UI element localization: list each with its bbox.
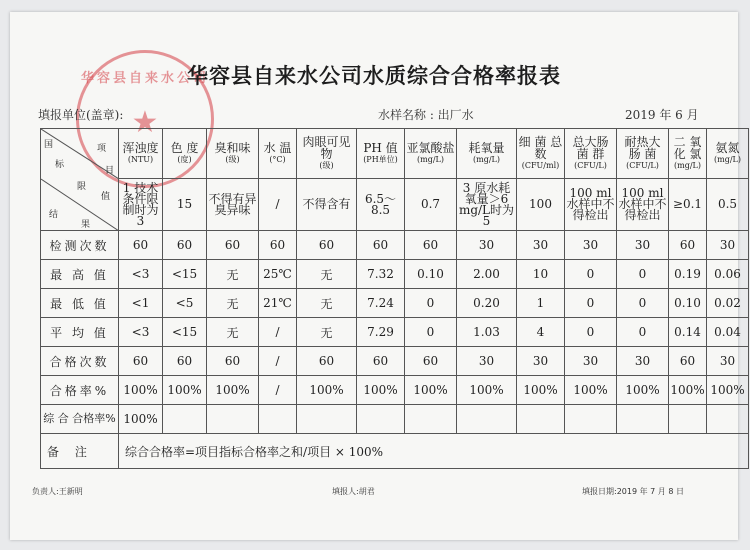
table-cell: 30: [517, 231, 565, 260]
table-cell: 60: [669, 347, 707, 376]
table-cell: 1: [517, 289, 565, 318]
table-cell: 10: [517, 260, 565, 289]
column-unit: (CFU/ml): [521, 160, 560, 170]
empty-cell: [163, 405, 207, 434]
column-unit: (mg/L): [674, 160, 701, 170]
column-unit: (PH单位): [363, 154, 398, 164]
table-row: [41, 231, 749, 260]
column-unit: (mg/L): [473, 154, 500, 164]
table-cell: 60: [297, 231, 357, 260]
table-cell: 60: [297, 347, 357, 376]
reporting-unit: 填报单位(盖章):: [38, 108, 124, 122]
header-row: [41, 129, 749, 179]
column-name: 氨氮: [715, 140, 740, 155]
table-cell: 100%: [119, 376, 163, 405]
table-cell: 0: [617, 289, 669, 318]
table-cell: 0: [405, 318, 457, 347]
table-cell: 7.32: [357, 260, 405, 289]
column-unit: (°C): [269, 154, 286, 164]
table-cell: 0: [405, 289, 457, 318]
corner-label: 限: [77, 182, 87, 192]
column-name: 耗氧量: [468, 140, 505, 155]
table-cell: 60: [357, 231, 405, 260]
table-cell: <1: [119, 289, 163, 318]
table-cell: 0.04: [707, 318, 749, 347]
column-unit: (CFU/L): [626, 160, 659, 170]
table-cell: 0.10: [405, 260, 457, 289]
table-cell: 0.10: [669, 289, 707, 318]
table-cell: 0: [565, 289, 617, 318]
table-cell: 0.20: [457, 289, 517, 318]
column-name: 臭和味: [214, 140, 251, 155]
column-header: [357, 129, 405, 179]
standard-cell: 0.5: [707, 179, 749, 231]
row-label: 最 低 值: [41, 289, 119, 318]
standard-cell: 0.7: [405, 179, 457, 231]
remark-row: [41, 434, 749, 469]
column-unit: (mg/L): [417, 154, 444, 164]
table-cell: 60: [163, 347, 207, 376]
column-name: 二 氧 化 氯: [673, 134, 702, 161]
table-cell: 100%: [707, 376, 749, 405]
column-header: [707, 129, 749, 179]
table-cell: 2.00: [457, 260, 517, 289]
standard-cell: 1 技术条件限制时为 3: [119, 179, 163, 231]
table-cell: 0.06: [707, 260, 749, 289]
column-name: 肉眼可见物: [302, 134, 351, 161]
table-cell: 30: [617, 347, 669, 376]
column-name: 总大肠 菌 群: [572, 134, 609, 161]
table-cell: 60: [357, 347, 405, 376]
filler-person: 填报人:胡君: [332, 487, 375, 496]
table-cell: 100%: [517, 376, 565, 405]
column-unit: (mg/L): [714, 154, 741, 164]
column-name: 水 温: [263, 140, 292, 155]
table-cell: 60: [669, 231, 707, 260]
column-header: [119, 129, 163, 179]
table-cell: /: [259, 376, 297, 405]
empty-cell: [297, 405, 357, 434]
standard-row: [41, 179, 749, 231]
table-cell: 30: [707, 347, 749, 376]
sample-name: 水样名称 : 出厂水: [378, 108, 474, 122]
table-cell: 60: [405, 347, 457, 376]
column-header: [669, 129, 707, 179]
table-cell: <15: [163, 318, 207, 347]
table-cell: 0.19: [669, 260, 707, 289]
column-unit: (NTU): [127, 154, 154, 164]
column-header: [565, 129, 617, 179]
empty-cell: [357, 405, 405, 434]
standard-cell: ≥0.1: [669, 179, 707, 231]
quality-table: [40, 128, 749, 469]
empty-cell: [405, 405, 457, 434]
column-unit: (级): [225, 154, 240, 164]
table-cell: 无: [297, 318, 357, 347]
table-cell: 60: [207, 347, 259, 376]
table-cell: 60: [405, 231, 457, 260]
table-row: [41, 347, 749, 376]
table-cell: 100%: [357, 376, 405, 405]
table-cell: 1.03: [457, 318, 517, 347]
table-cell: 30: [457, 231, 517, 260]
table-row: [41, 376, 749, 405]
column-header: [297, 129, 357, 179]
responsible-person: 负责人:王新明: [32, 487, 83, 496]
table-cell: 100%: [163, 376, 207, 405]
overall-value: 100%: [119, 405, 163, 434]
table-cell: 无: [207, 289, 259, 318]
row-label: 合格率%: [41, 376, 119, 405]
column-name: 细 菌 总 数: [518, 134, 563, 161]
table-cell: 0: [565, 260, 617, 289]
row-label: 最 高 值: [41, 260, 119, 289]
table-cell: 无: [297, 289, 357, 318]
table-row: [41, 289, 749, 318]
column-unit: (度): [177, 154, 192, 164]
table-cell: 30: [707, 231, 749, 260]
row-label: 合格次数: [41, 347, 119, 376]
table-cell: 100%: [617, 376, 669, 405]
table-cell: 25℃: [259, 260, 297, 289]
standard-cell: 100 ml 水样中不得检出: [565, 179, 617, 231]
corner-label: 果: [81, 220, 91, 230]
standard-cell: 6.5～8.5: [357, 179, 405, 231]
remark-text: 综合合格率=项目指标合格率之和/项目 × 100%: [119, 434, 749, 469]
column-unit: (CFU/L): [574, 160, 607, 170]
remark-label: 备 注: [41, 434, 119, 469]
table-cell: 100%: [565, 376, 617, 405]
column-header: [207, 129, 259, 179]
column-name: 浑浊度: [122, 140, 159, 155]
table-cell: 100%: [457, 376, 517, 405]
table-cell: 60: [119, 347, 163, 376]
table-cell: 7.24: [357, 289, 405, 318]
standard-cell: 3 原水耗氧量＞6 mg/L时为 5: [457, 179, 517, 231]
column-header: [259, 129, 297, 179]
column-unit: (级): [319, 160, 334, 170]
table-cell: 100%: [405, 376, 457, 405]
fill-date: 填报日期:2019 年 7 月 8 日: [582, 487, 684, 496]
seal-star-icon: ★: [131, 105, 159, 140]
table-cell: 30: [565, 231, 617, 260]
report-date: 2019 年 6 月: [625, 108, 699, 122]
table-cell: 无: [207, 318, 259, 347]
corner-label: 项: [97, 144, 107, 154]
table-row: [41, 260, 749, 289]
empty-cell: [565, 405, 617, 434]
empty-cell: [259, 405, 297, 434]
table-cell: 0: [617, 318, 669, 347]
table-cell: 0: [565, 318, 617, 347]
table-cell: <5: [163, 289, 207, 318]
empty-cell: [457, 405, 517, 434]
table-cell: 4: [517, 318, 565, 347]
column-header: [617, 129, 669, 179]
column-header: [405, 129, 457, 179]
table-cell: 0: [617, 260, 669, 289]
table-cell: /: [259, 347, 297, 376]
table-cell: 100%: [297, 376, 357, 405]
table-cell: /: [259, 318, 297, 347]
table-cell: <15: [163, 260, 207, 289]
row-label: 平 均 值: [41, 318, 119, 347]
standard-cell: 100 ml 水样中不得检出: [617, 179, 669, 231]
corner-cell: [41, 129, 119, 231]
empty-cell: [669, 405, 707, 434]
table-cell: 100%: [207, 376, 259, 405]
empty-cell: [517, 405, 565, 434]
corner-label: 国: [44, 140, 54, 150]
column-name: 亚氯酸盐: [406, 140, 455, 155]
table-cell: <3: [119, 260, 163, 289]
standard-cell: 不得含有: [297, 179, 357, 231]
table-cell: 30: [565, 347, 617, 376]
corner-label: 目: [105, 166, 115, 176]
table-cell: 0.14: [669, 318, 707, 347]
corner-label: 标: [55, 160, 65, 170]
table-cell: 30: [457, 347, 517, 376]
table-cell: 60: [207, 231, 259, 260]
standard-cell: 不得有异臭异味: [207, 179, 259, 231]
report-sheet: [10, 12, 745, 540]
corner-label: 结: [49, 210, 59, 220]
table-row: [41, 318, 749, 347]
table-cell: 无: [297, 260, 357, 289]
table-cell: 60: [119, 231, 163, 260]
table-cell: 0.02: [707, 289, 749, 318]
table-cell: 无: [207, 260, 259, 289]
column-name: 色 度: [170, 140, 199, 155]
empty-cell: [707, 405, 749, 434]
empty-cell: [617, 405, 669, 434]
table-cell: 30: [617, 231, 669, 260]
overall-row: [41, 405, 749, 434]
column-header: [517, 129, 565, 179]
standard-cell: 15: [163, 179, 207, 231]
column-name: 耐热大 肠 菌: [624, 134, 661, 161]
table-cell: 60: [259, 231, 297, 260]
overall-label: 综 合 合格率%: [41, 405, 119, 434]
table-cell: 30: [517, 347, 565, 376]
corner-label: 值: [101, 192, 111, 202]
table-cell: 100%: [669, 376, 707, 405]
table-cell: 7.29: [357, 318, 405, 347]
table-cell: 21℃: [259, 289, 297, 318]
report-title: 华容县自来水公司水质综合合格率报表: [187, 63, 561, 88]
row-label: 检测次数: [41, 231, 119, 260]
standard-cell: /: [259, 179, 297, 231]
column-header: [457, 129, 517, 179]
table-cell: 60: [163, 231, 207, 260]
column-header: [163, 129, 207, 179]
seal-text: 华容县自来水公司: [80, 71, 209, 86]
standard-cell: 100: [517, 179, 565, 231]
table-cell: <3: [119, 318, 163, 347]
column-name: PH 值: [363, 140, 398, 155]
empty-cell: [207, 405, 259, 434]
